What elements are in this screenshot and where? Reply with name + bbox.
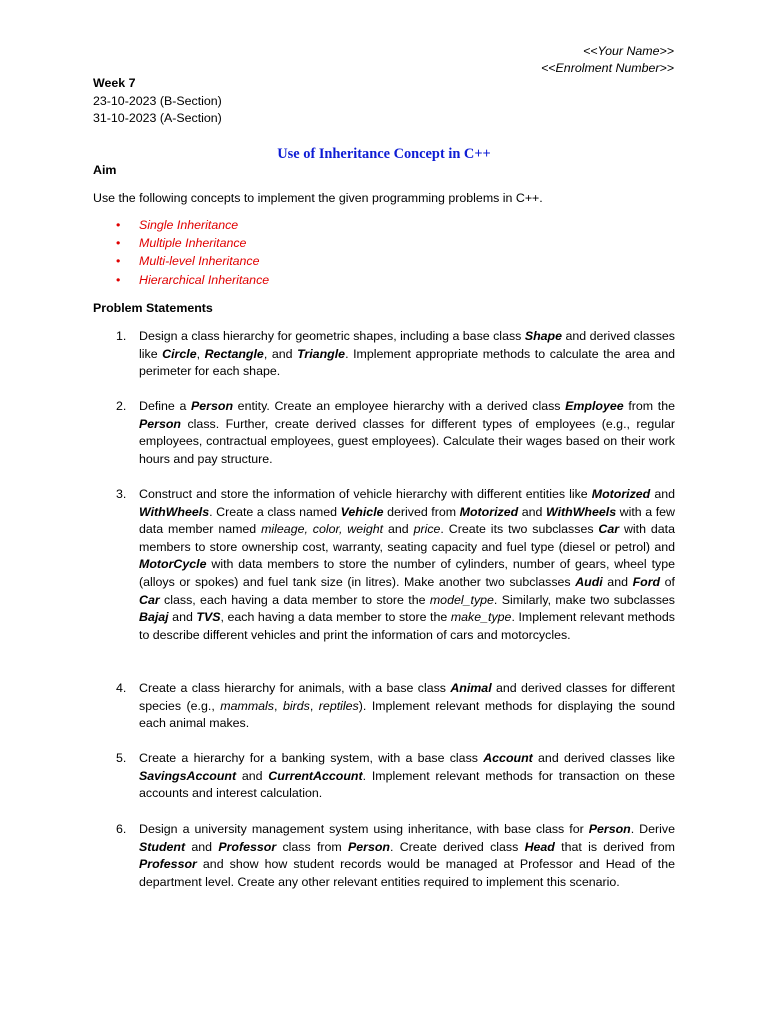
text-segment: class. Further, create derived classes for different types of employees (e.g., regular employees, contractual employees, guest employees). Calculate their wages based on their work hours and pay structure. bbox=[139, 416, 675, 466]
concept-item bbox=[112, 272, 269, 290]
problem-number: 2. bbox=[116, 399, 127, 413]
emphasized-term: Vehicle bbox=[340, 504, 384, 519]
bullet-icon: • bbox=[116, 272, 121, 287]
problem-text bbox=[139, 398, 675, 468]
emphasized-term: Animal bbox=[450, 681, 492, 695]
text-segment: , and bbox=[263, 346, 298, 361]
text-segment: from the bbox=[623, 399, 675, 413]
text-segment: entity. Create an employee hierarchy with a derived class bbox=[233, 399, 566, 413]
text-segment: Create a class hierarchy for animals, with a base class bbox=[139, 681, 451, 695]
text-segment: and bbox=[383, 522, 414, 537]
emphasized-term: WithWheels bbox=[139, 504, 210, 519]
emphasized-term: Circle bbox=[162, 346, 197, 361]
emphasized-term: Employee bbox=[565, 399, 624, 413]
problem-text bbox=[139, 750, 675, 803]
text-segment: and bbox=[185, 839, 219, 854]
emphasized-term: Ford bbox=[632, 574, 661, 589]
text-segment: of bbox=[660, 574, 676, 589]
text-segment: with data members to store ownership cost, warranty, seating capacity and fuel type (diesel or petrol) and bbox=[139, 522, 676, 554]
text-segment: Design a university management system using inheritance, with base class for bbox=[139, 822, 589, 836]
concept-item bbox=[112, 217, 269, 235]
emphasized-term: price bbox=[413, 522, 441, 537]
text-segment: and derived classes for different species (e.g., bbox=[139, 681, 675, 713]
concept-label: Multi-level Inheritance bbox=[139, 254, 260, 269]
name-placeholder: <<Your Name>> bbox=[583, 44, 674, 58]
bullet-icon: • bbox=[116, 254, 121, 269]
text-segment: . Implement relevant methods for transaction on these accounts and interest calculation. bbox=[139, 768, 675, 801]
problem-number: 6. bbox=[116, 822, 127, 836]
document-title: Use of Inheritance Concept in C++ bbox=[277, 146, 491, 162]
problem-number: 5. bbox=[116, 751, 127, 765]
emphasized-term: birds bbox=[282, 698, 310, 713]
emphasized-term: TVS bbox=[196, 610, 221, 625]
enrolment-placeholder: <<Enrolment Number>> bbox=[541, 61, 674, 75]
emphasized-term: Rectangle bbox=[204, 346, 264, 361]
text-segment: derived from bbox=[383, 504, 460, 519]
text-segment: and derived classes like bbox=[139, 329, 675, 361]
bullet-icon: • bbox=[116, 236, 121, 251]
concept-label: Single Inheritance bbox=[139, 218, 239, 232]
text-segment: and bbox=[650, 487, 675, 501]
text-segment: and bbox=[168, 610, 197, 625]
emphasized-term: Professor bbox=[139, 857, 197, 872]
emphasized-term: Person bbox=[139, 416, 182, 431]
student-info bbox=[541, 43, 674, 77]
emphasized-term: model_type bbox=[429, 592, 494, 607]
problem-statements-heading: Problem Statements bbox=[93, 301, 213, 315]
concept-item bbox=[112, 235, 269, 253]
emphasized-term: Head bbox=[524, 839, 555, 854]
emphasized-term: reptiles bbox=[318, 698, 359, 713]
aim-heading: Aim bbox=[93, 163, 117, 177]
concept-label: Multiple Inheritance bbox=[139, 236, 247, 251]
concept-label: Hierarchical Inheritance bbox=[139, 272, 270, 287]
emphasized-term: WithWheels bbox=[545, 504, 617, 519]
text-segment: , bbox=[274, 698, 283, 713]
text-segment: . Create a class named bbox=[209, 504, 341, 519]
text-segment: class, each having a data member to store the bbox=[159, 592, 430, 607]
text-segment: . Derive bbox=[630, 822, 675, 836]
emphasized-term: mammals bbox=[220, 698, 274, 713]
text-segment: . Implement appropriate methods to calculate the area and perimeter for each shape. bbox=[139, 346, 675, 379]
emphasized-term: Triangle bbox=[297, 346, 346, 361]
text-segment: . Implement relevant methods to describe different vehicles and print the information of cars and motorcycles. bbox=[139, 610, 675, 642]
emphasized-term: Car bbox=[598, 522, 620, 537]
emphasized-term: CurrentAccount bbox=[268, 768, 363, 783]
text-segment: and bbox=[518, 504, 546, 519]
emphasized-term: MotorCycle bbox=[139, 557, 207, 572]
text-segment: and derived classes like bbox=[532, 751, 675, 765]
problem-text bbox=[139, 486, 675, 644]
emphasized-term: Professor bbox=[218, 839, 277, 854]
emphasized-term: make_type bbox=[450, 610, 512, 625]
emphasized-term: Car bbox=[139, 592, 160, 607]
emphasized-term: Person bbox=[191, 399, 234, 413]
problem-text bbox=[139, 821, 675, 891]
text-segment: that is derived from bbox=[554, 839, 675, 854]
text-segment: and bbox=[236, 768, 269, 783]
date-b-section: 23-10-2023 (B-Section) bbox=[93, 93, 222, 108]
text-segment: class from bbox=[276, 839, 348, 854]
problem-text bbox=[139, 680, 675, 733]
text-segment: with a few data member named bbox=[139, 504, 676, 537]
text-segment: with data members to store the number of cylinders, number of gears, wheel type (alloys or spokes) and fuel tank size (in litres). Make another two subclasses bbox=[139, 557, 675, 589]
concept-list bbox=[112, 217, 269, 290]
text-segment: ). Implement relevant methods for displaying the sound each animal makes. bbox=[139, 698, 675, 731]
text-segment: and bbox=[602, 574, 633, 589]
text-segment: . Create its two subclasses bbox=[440, 522, 599, 537]
text-segment: . Create derived class bbox=[390, 839, 525, 854]
emphasized-term: Person bbox=[588, 822, 631, 836]
emphasized-term: Bajaj bbox=[139, 610, 169, 625]
emphasized-term: mileage, color, weight bbox=[261, 522, 384, 537]
concept-item bbox=[112, 253, 269, 271]
emphasized-term: Shape bbox=[524, 329, 562, 343]
bullet-icon: • bbox=[116, 218, 121, 232]
text-segment: Define a bbox=[139, 399, 192, 413]
problem-number: 3. bbox=[116, 487, 127, 501]
problem-text bbox=[139, 328, 675, 381]
emphasized-term: Person bbox=[348, 839, 391, 854]
aim-intro: Use the following concepts to implement the given programming problems in C++. bbox=[93, 191, 543, 205]
emphasized-term: Account bbox=[483, 751, 533, 765]
text-segment: Construct and store the information of vehicle hierarchy with different entities like bbox=[139, 487, 592, 501]
emphasized-term: Motorized bbox=[591, 487, 651, 501]
emphasized-term: Motorized bbox=[459, 504, 519, 519]
problem-number: 4. bbox=[116, 681, 127, 695]
text-segment: , bbox=[196, 346, 205, 361]
emphasized-term: Student bbox=[139, 839, 186, 854]
text-segment: Design a class hierarchy for geometric shapes, including a base class bbox=[139, 329, 525, 343]
week-label: Week 7 bbox=[93, 76, 136, 90]
text-segment: Create a hierarchy for a banking system, with a base class bbox=[139, 751, 484, 765]
text-segment: , each having a data member to store the bbox=[220, 610, 451, 625]
text-segment: , bbox=[309, 698, 319, 713]
text-segment: and show how student records would be managed at Professor and Head of the department level. Create any other relevant entities required to implement this scenario. bbox=[139, 857, 675, 889]
date-a-section: 31-10-2023 (A-Section) bbox=[93, 111, 222, 126]
problem-number: 1. bbox=[116, 329, 127, 343]
emphasized-term: Audi bbox=[575, 574, 603, 589]
emphasized-term: SavingsAccount bbox=[139, 768, 237, 783]
week-info bbox=[93, 75, 222, 128]
text-segment: . Similarly, make two subclasses bbox=[493, 592, 675, 607]
